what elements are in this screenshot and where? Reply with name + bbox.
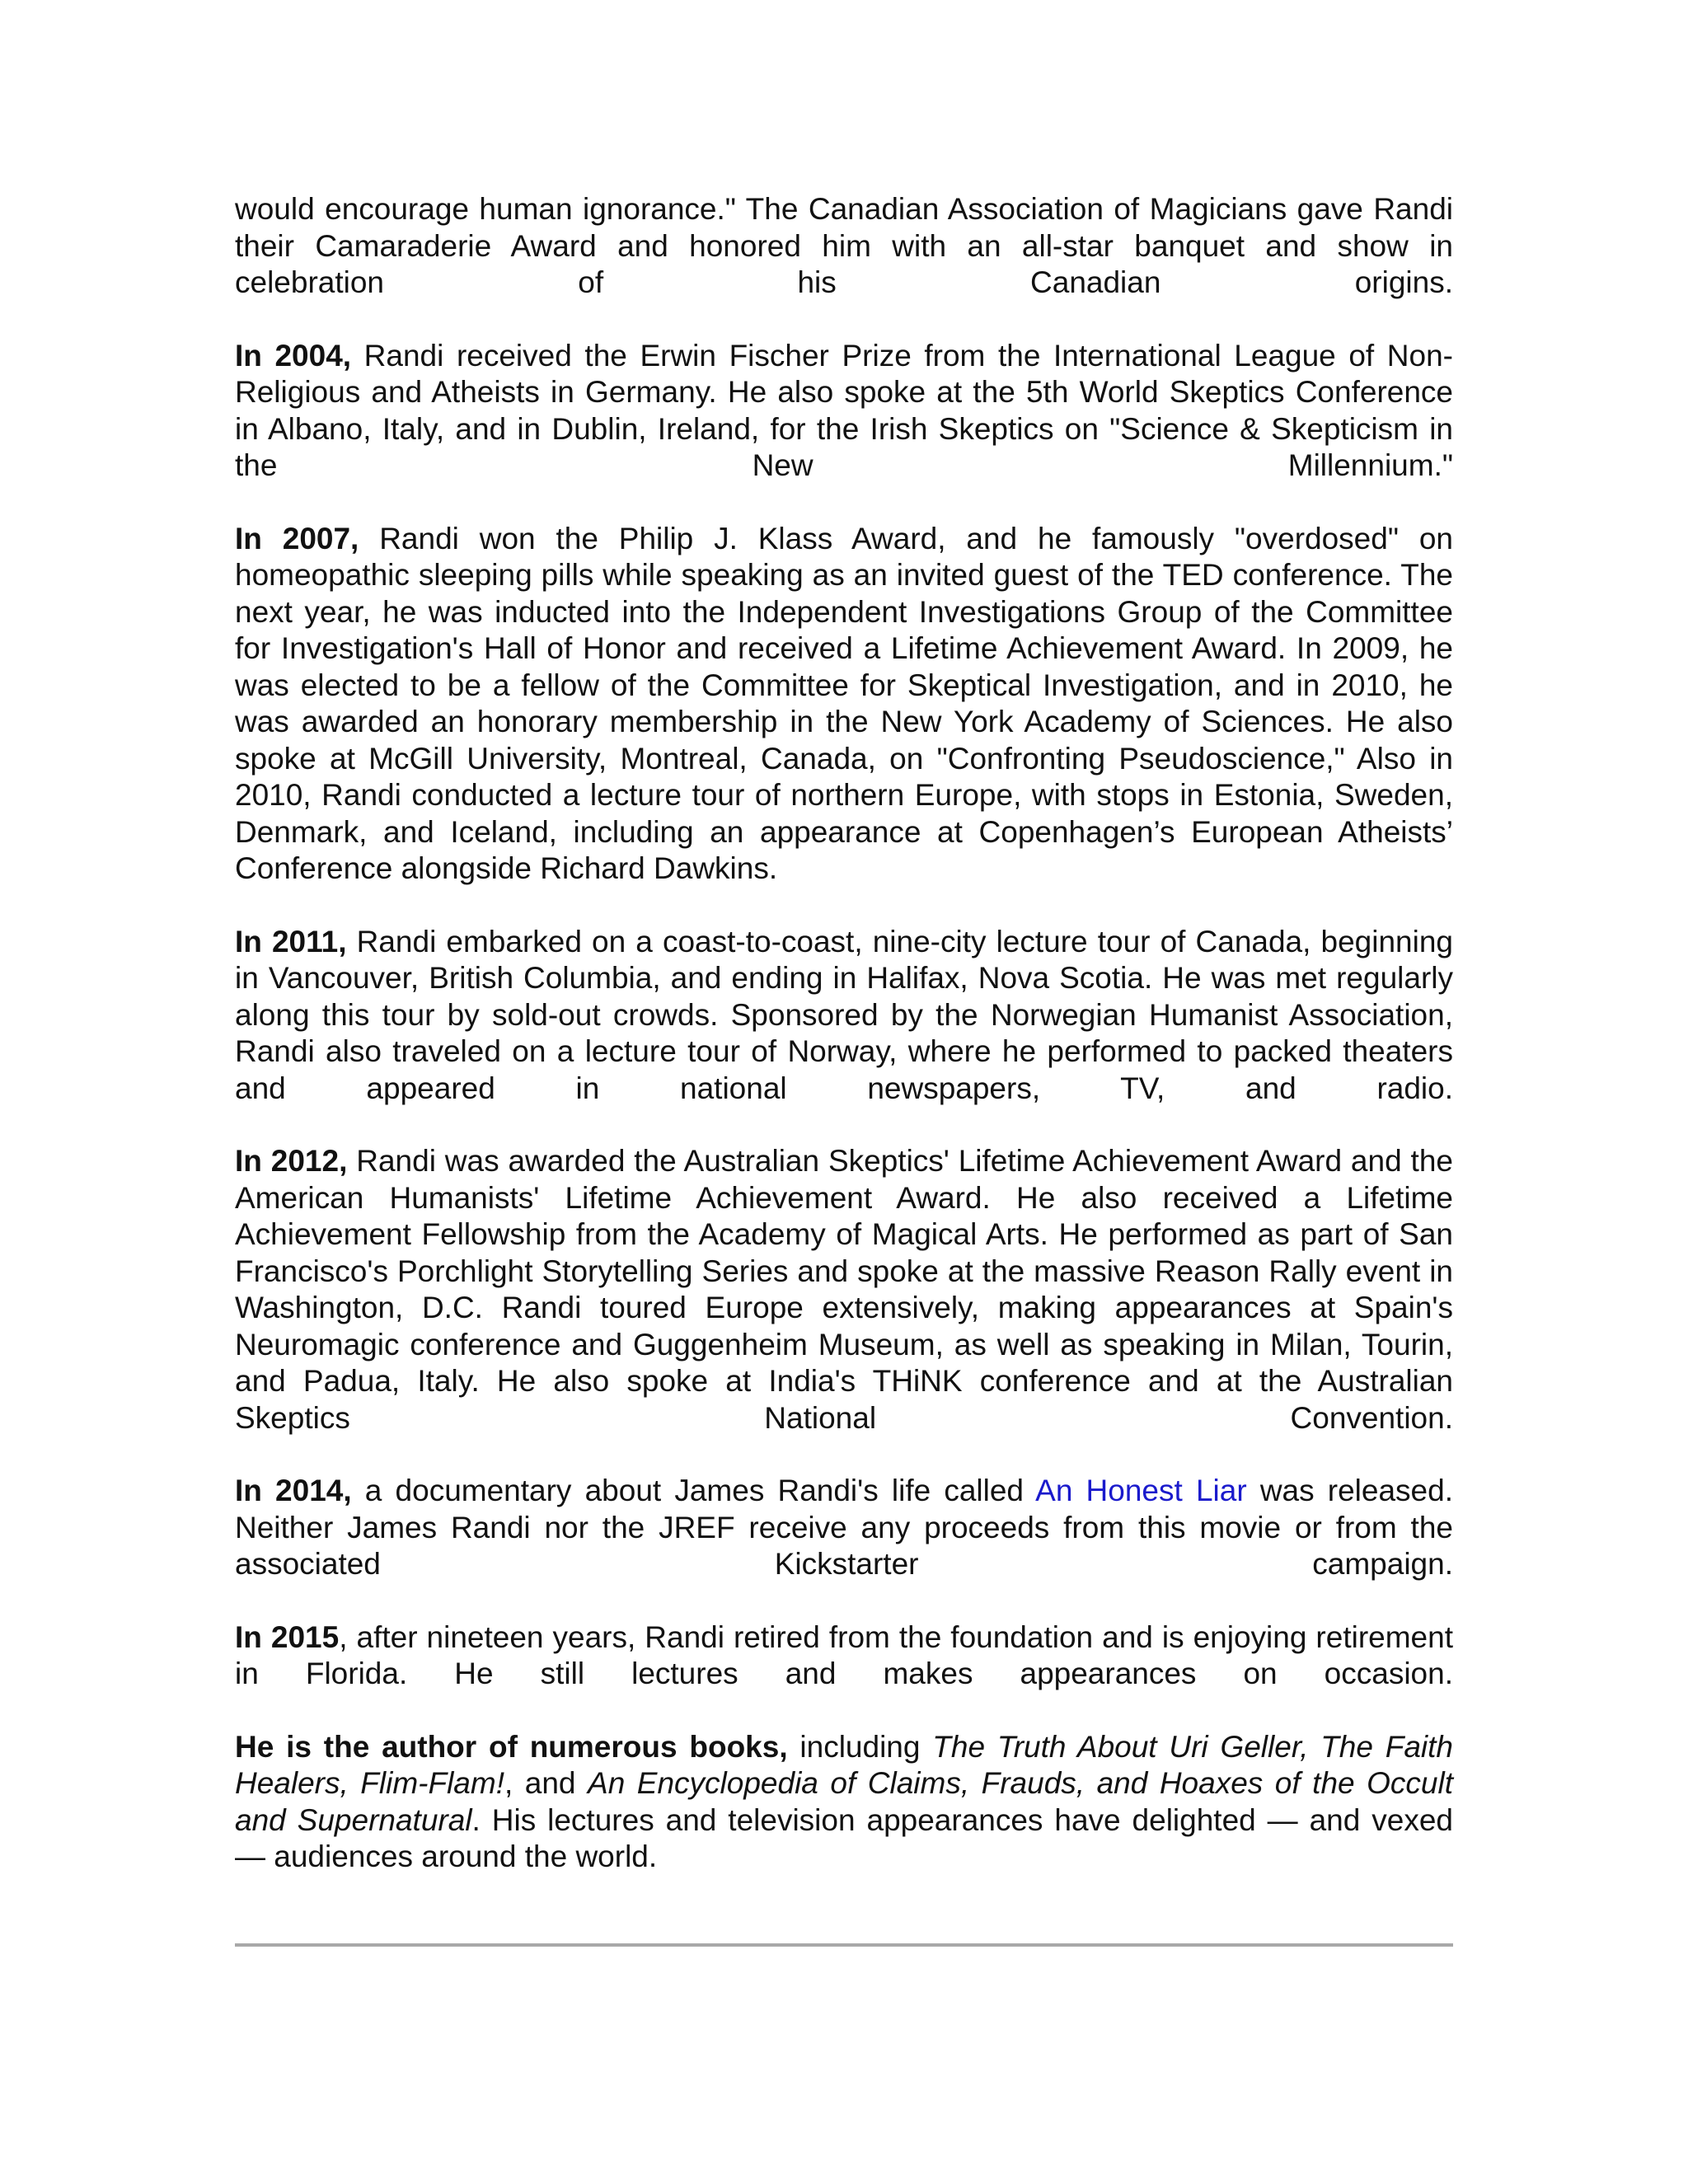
paragraph-2012 — [235, 1143, 1453, 1436]
paragraph-text: including — [787, 1729, 933, 1764]
book-title: An Encyclopedia of Claims, Frauds, and Hoaxes of the Occult and Supernatural — [235, 1766, 1453, 1837]
paragraph-books — [235, 1729, 1453, 1876]
paragraph-text: would encourage human ignorance." The Canadian Association of Magicians gave Randi their Camaraderie Award and honored him with an all-star banquet and show in celebration of his Canadian origins. — [235, 192, 1453, 299]
year-heading: In 2012, — [235, 1144, 348, 1178]
paragraph-text: , after nineteen years, Randi retired from the foundation and is enjoying retirement in Florida. He still lectures and makes appearances on occasion. — [235, 1619, 1453, 1690]
paragraph-continuation — [235, 191, 1453, 302]
document-body — [235, 191, 1453, 1912]
documentary-link[interactable]: An Honest Liar — [1035, 1474, 1247, 1507]
books-heading: He is the author of numerous books, — [235, 1729, 788, 1764]
paragraph-2007 — [235, 521, 1453, 888]
paragraph-text: , and — [504, 1766, 588, 1800]
year-heading: In 2015 — [235, 1619, 340, 1654]
paragraph-2004 — [235, 338, 1453, 485]
book-titles: The Truth About Uri Geller, The Faith Healers, Flim-Flam! — [235, 1729, 1454, 1800]
paragraph-text: . His lectures and television appearances have delighted — and vexed — audiences around the world. — [235, 1802, 1453, 1873]
paragraph-2015 — [235, 1619, 1453, 1693]
paragraph-text: Randi was awarded the Australian Skeptics' Lifetime Achievement Award and the American Humanists' Lifetime Achievement Award. He also received a Lifetime Achievement Fellowship from the Academy of Magical Arts. He performed as part of San Francisco's Porchlight Storytelling Series and spoke at the massive Reason Rally event in Washington, D.C. Randi toured Europe extensively, making appearances at Spain's Neuromagic conference and Guggenheim Museum, as well as speaking in Milan, Tourin, and Padua, Italy. He also spoke at India's THiNK conference and at the Australian Skeptics National Convention. — [235, 1144, 1453, 1435]
paragraph-text: a documentary about James Randi's life called — [351, 1474, 1036, 1507]
paragraph-2011 — [235, 924, 1453, 1108]
horizontal-rule — [235, 1943, 1453, 1947]
year-heading: In 2007, — [235, 521, 359, 555]
paragraph-text: was released. Neither James Randi nor the JREF receive any proceeds from this movie or from the associated Kickstarter campaign. — [235, 1474, 1453, 1581]
paragraph-2014 — [235, 1473, 1453, 1583]
paragraph-text: Randi received the Erwin Fischer Prize from the International League of Non-Religious and Atheists in Germany. He also spoke at the 5th World Skeptics Conference in Albano, Italy, and in Dublin, Ireland, for the Irish Skeptics on "Science & Skepticism in the New Millennium." — [235, 338, 1453, 482]
paragraph-text: Randi won the Philip J. Klass Award, and he famously "overdosed" on homeopathic sleeping pills while speaking as an invited guest of the TED conference. The next year, he was inducted into the Independent Investigations Group of the Committee for Investigation's Hall of Honor and received a Lifetime Achievement Award. In 2009, he was elected to be a fellow of the Committee for Skeptical Investigation, and in 2010, he was awarded an honorary membership in the New York Academy of Sciences. He also spoke at McGill University, Montreal, Canada, on "Confronting Pseudoscience," Also in 2010, Randi conducted a lecture tour of northern Europe, with stops in Estonia, Sweden, Denmark, and Iceland, including an appearance at Copenhagen’s European Atheists’ Conference alongside Richard Dawkins. — [235, 521, 1453, 885]
year-heading: In 2011, — [235, 924, 347, 958]
year-heading: In 2004, — [235, 338, 352, 373]
year-heading: In 2014, — [235, 1474, 352, 1507]
paragraph-text: Randi embarked on a coast-to-coast, nine-city lecture tour of Canada, beginning in Vancouver, British Columbia, and ending in Halifax, Nova Scotia. He was met regularly along this tour by sold-out crowds. Sponsored by the Norwegian Humanist Association, Randi also traveled on a lecture tour of Norway, where he performed to packed theaters and appeared in national newspapers, TV, and radio. — [235, 924, 1453, 1105]
